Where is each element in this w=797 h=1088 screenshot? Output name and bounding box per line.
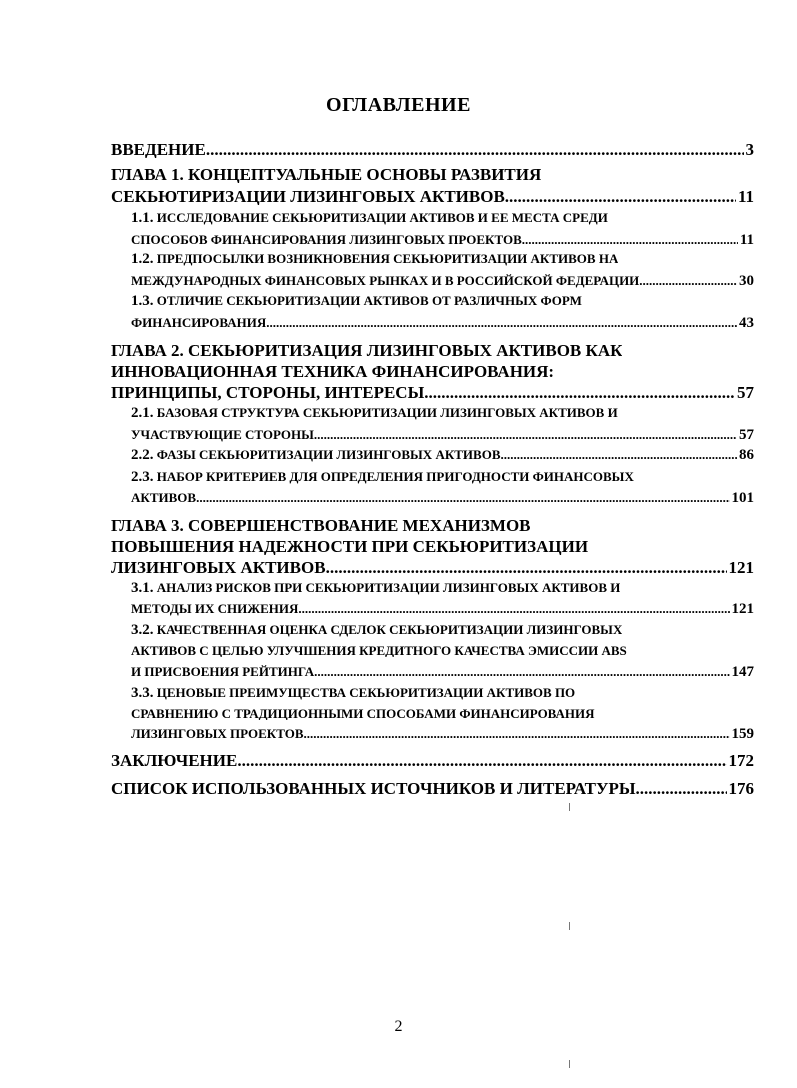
toc-section-2-1[interactable] — [131, 428, 754, 443]
toc-entry-text: ПРЕДПОСЫЛКИ ВОЗНИКНОВЕНИЯ СЕКЬЮРИТИЗАЦИИ АКТИВОВ НА — [153, 252, 619, 266]
toc-entry-text: И ПРИСВОЕНИЯ РЕЙТИНГА — [131, 665, 315, 679]
toc-page-number: 3 — [745, 141, 754, 158]
toc-entry-text: ФИНАНСИРОВАНИЯ — [131, 316, 267, 330]
toc-section-number: 2.3. — [131, 470, 154, 485]
toc-entry-text: ЛИЗИНГОВЫХ ПРОЕКТОВ — [131, 727, 304, 741]
toc-page-number: 176 — [728, 780, 754, 797]
toc-leader — [636, 780, 727, 797]
toc-section-3-2-line-1[interactable] — [131, 623, 622, 638]
toc-section-3-3[interactable] — [131, 727, 754, 742]
toc-leader — [298, 602, 729, 615]
toc-page-number: 30 — [739, 274, 754, 289]
toc-entry-text: ОТЛИЧИЕ СЕКЬЮРИТИЗАЦИИ АКТИВОВ ОТ РАЗЛИЧНЫХ ФОРМ — [153, 294, 582, 308]
scan-mark — [569, 1060, 570, 1068]
toc-leader — [424, 384, 735, 401]
toc-leader — [266, 316, 737, 329]
toc-entry-intro[interactable] — [111, 141, 754, 158]
toc-leader — [501, 448, 738, 461]
toc-page-number: 57 — [737, 384, 754, 401]
toc-section-3-2-line-2[interactable]: АКТИВОВ С ЦЕЛЬЮ УЛУЧШЕНИЯ КРЕДИТНОГО КАЧЕСТВА ЭМИССИИ ABS — [131, 644, 627, 657]
toc-entry-text: МЕЖДУНАРОДНЫХ ФИНАНСОВЫХ РЫНКАХ И В РОССИЙСКОЙ ФЕДЕРАЦИИ — [131, 274, 640, 288]
toc-section-number: 3.2. — [131, 623, 154, 638]
toc-entry-text: ЛИЗИНГОВЫХ АКТИВОВ — [111, 559, 326, 576]
toc-section-number: 1.1. — [131, 211, 154, 226]
toc-entry-references[interactable] — [111, 780, 754, 797]
toc-leader — [314, 428, 737, 441]
toc-page-number: 172 — [728, 752, 754, 769]
toc-leader — [505, 188, 736, 205]
toc-entry-text: ПРИНЦИПЫ, СТОРОНЫ, ИНТЕРЕСЫ — [111, 384, 425, 401]
toc-section-1-1-line-1[interactable] — [131, 211, 608, 226]
toc-section-3-3-line-2[interactable]: СРАВНЕНИЮ С ТРАДИЦИОННЫМИ СПОСОБАМИ ФИНАНСИРОВАНИЯ — [131, 707, 595, 720]
toc-entry-text: МЕТОДЫ ИХ СНИЖЕНИЯ — [131, 602, 299, 616]
toc-leader — [304, 727, 730, 740]
toc-page-number: 121 — [728, 559, 754, 576]
toc-section-1-3[interactable] — [131, 316, 754, 331]
toc-entry-text: СПОСОБОВ ФИНАНСИРОВАНИЯ ЛИЗИНГОВЫХ ПРОЕКТОВ — [131, 233, 522, 247]
toc-page-number: 121 — [731, 602, 754, 617]
toc-section-3-2[interactable] — [131, 665, 754, 680]
toc-leader — [196, 491, 729, 504]
toc-section-2-1-line-1[interactable] — [131, 406, 618, 421]
toc-page-number: 86 — [739, 448, 754, 463]
toc-entry-text: КАЧЕСТВЕННАЯ ОЦЕНКА СДЕЛОК СЕКЬЮРИТИЗАЦИИ ЛИЗИНГОВЫХ — [153, 623, 623, 637]
toc-entry-text: ЗАКЛЮЧЕНИЕ — [111, 752, 238, 769]
toc-entry-text: ВВЕДЕНИЕ — [111, 141, 206, 158]
toc-section-number: 3.1. — [131, 581, 154, 596]
toc-chapter-3-line-1[interactable]: ГЛАВА 3. СОВЕРШЕНСТВОВАНИЕ МЕХАНИЗМОВ — [111, 517, 531, 534]
toc-chapter-3[interactable] — [111, 559, 754, 576]
toc-leader — [522, 233, 738, 246]
toc-section-3-3-line-1[interactable] — [131, 686, 575, 701]
toc-section-1-3-line-1[interactable] — [131, 294, 582, 309]
toc-section-number: 1.2. — [131, 252, 154, 267]
toc-chapter-2-line-1[interactable]: ГЛАВА 2. СЕКЬЮРИТИЗАЦИЯ ЛИЗИНГОВЫХ АКТИВОВ КАК — [111, 342, 623, 359]
toc-entry-text: ЦЕНОВЫЕ ПРЕИМУЩЕСТВА СЕКЬЮРИТИЗАЦИИ АКТИВОВ ПО — [153, 686, 576, 700]
toc-leader — [314, 665, 729, 678]
toc-leader — [639, 274, 737, 287]
toc-section-1-2-line-1[interactable] — [131, 252, 618, 267]
scan-mark — [569, 922, 570, 930]
toc-chapter-3-line-2[interactable]: ПОВЫШЕНИЯ НАДЕЖНОСТИ ПРИ СЕКЬЮРИТИЗАЦИИ — [111, 538, 589, 555]
toc-page-number: 11 — [737, 188, 754, 205]
toc-section-number: 2.1. — [131, 406, 154, 421]
toc-section-number: 1.3. — [131, 294, 154, 309]
toc-section-2-3-line-1[interactable] — [131, 470, 634, 485]
toc-entry-text: ФАЗЫ СЕКЬЮРИТИЗАЦИИ ЛИЗИНГОВЫХ АКТИВОВ — [153, 448, 501, 462]
scan-mark — [569, 803, 570, 811]
toc-page-number: 147 — [731, 665, 754, 680]
toc-section-2-3[interactable] — [131, 491, 754, 506]
toc-page-number: 43 — [739, 316, 754, 331]
toc-page-number: 159 — [731, 727, 754, 742]
toc-section-1-1[interactable] — [131, 233, 754, 248]
toc-entry-text: ИССЛЕДОВАНИЕ СЕКЬЮРИТИЗАЦИИ АКТИВОВ И ЕЕ МЕСТА СРЕДИ — [153, 211, 608, 225]
toc-section-number: 3.3. — [131, 686, 154, 701]
toc-entry-text: СПИСОК ИСПОЛЬЗОВАННЫХ ИСТОЧНИКОВ И ЛИТЕРАТУРЫ — [111, 780, 636, 797]
toc-entry-text: БАЗОВАЯ СТРУКТУРА СЕКЬЮРИТИЗАЦИИ ЛИЗИНГОВЫХ АКТИВОВ И — [153, 406, 618, 420]
toc-entry-text: НАБОР КРИТЕРИЕВ ДЛЯ ОПРЕДЕЛЕНИЯ ПРИГОДНОСТИ ФИНАНСОВЫХ — [153, 470, 634, 484]
toc-leader — [326, 559, 727, 576]
toc-section-1-2[interactable] — [131, 274, 754, 289]
toc-page-number: 11 — [739, 233, 754, 248]
toc-page-number: 57 — [739, 428, 754, 443]
toc-section-3-1[interactable] — [131, 602, 754, 617]
toc-entry-text: СЕКЬЮТИРИЗАЦИИ ЛИЗИНГОВЫХ АКТИВОВ — [111, 188, 505, 205]
toc-chapter-2[interactable] — [111, 384, 754, 401]
toc-entry-text: АНАЛИЗ РИСКОВ ПРИ СЕКЬЮРИТИЗАЦИИ ЛИЗИНГОВЫХ АКТИВОВ И — [153, 581, 621, 595]
toc-chapter-1-line-1[interactable]: ГЛАВА 1. КОНЦЕПТУАЛЬНЫЕ ОСНОВЫ РАЗВИТИЯ — [111, 166, 542, 183]
toc-chapter-1[interactable] — [111, 188, 754, 205]
page-title: ОГЛАВЛЕНИЕ — [326, 94, 471, 116]
toc-chapter-2-line-2[interactable]: ИННОВАЦИОННАЯ ТЕХНИКА ФИНАНСИРОВАНИЯ: — [111, 363, 555, 380]
toc-entry-text: УЧАСТВУЮЩИЕ СТОРОНЫ — [131, 428, 314, 442]
toc-entry-conclusion[interactable] — [111, 752, 754, 769]
toc-page-number: 101 — [731, 491, 754, 506]
toc-leader — [237, 752, 726, 769]
toc-entry-text: АКТИВОВ — [131, 491, 197, 505]
page-number: 2 — [394, 1018, 403, 1035]
toc-section-number: 2.2. — [131, 448, 154, 463]
toc-section-2-2[interactable] — [131, 448, 754, 463]
toc-section-3-1-line-1[interactable] — [131, 581, 620, 596]
toc-leader — [206, 141, 744, 158]
